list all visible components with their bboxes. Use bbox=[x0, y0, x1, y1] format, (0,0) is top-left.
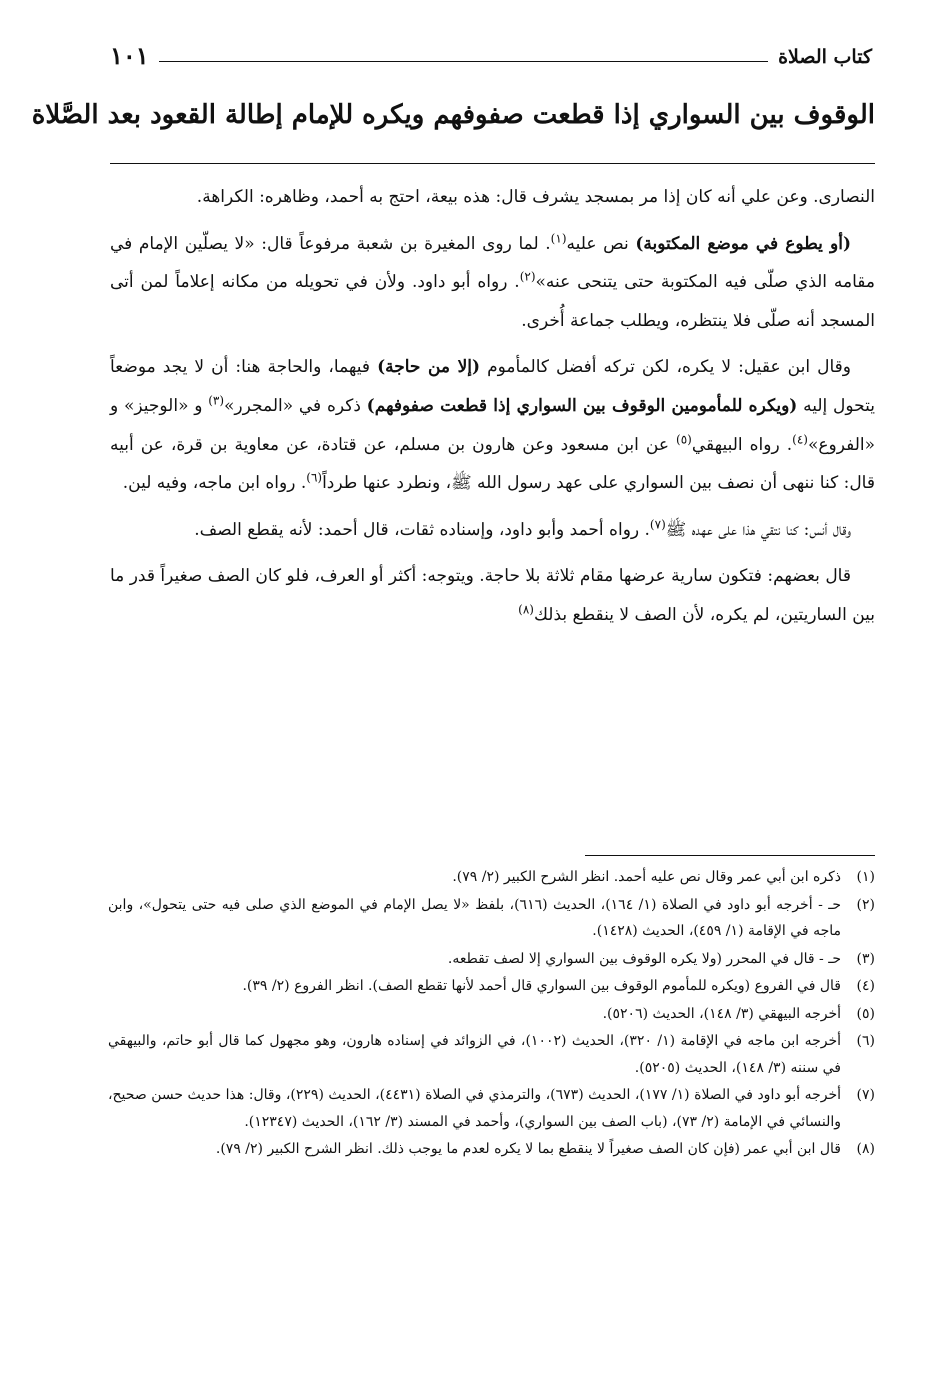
text-run: . رواه البيهقي bbox=[691, 434, 793, 455]
footnote-text: قال في الفروع (ويكره للمأموم الوقوف بين السواري قال أحمد لأنها تقطع الصف). انظر الفروع (٢/ ٣٩). bbox=[242, 978, 841, 994]
footnote bbox=[108, 1082, 875, 1135]
text-run: قال بعضهم: فتكون سارية عرضها مقام ثلاثة بلا حاجة. ويتوجه: أكثر أو العرف، فلو كان الصف صغيراً قدر ما بين الساريتين، لم يكره، لأن الصف لا ينقطع بذلك bbox=[110, 566, 875, 625]
footnote-text: أخرجه أبو داود في الصلاة (١/ ١٧٧)، الحديث (٦٧٣)، والترمذي في الصلاة (٤٤٣١)، الحديث (٢٢٩)، وقال: هذا حديث حسن صحيح، والنسائي في الإمامة (٢/ ٧٣)، (باب الصف بين السواري)، وأحمد في المسند (٣/ ١٦٢)، الحديث (١٢٣٤٧). bbox=[108, 1087, 842, 1130]
text-run: وقال ابن عقيل: لا يكره، لكن تركه أفضل كالمأموم bbox=[480, 357, 851, 378]
footnote-number: (٦) bbox=[856, 1033, 875, 1049]
footnote-text: أخرجه البيهقي (٣/ ١٤٨)، الحديث (٥٢٠٦). bbox=[602, 1005, 841, 1022]
bold-phrase: (ويكره للمأمومين الوقوف بين السواري إذا قطعت صفوفهم) bbox=[366, 395, 798, 416]
footnotes bbox=[108, 864, 875, 1164]
main-text bbox=[110, 178, 875, 643]
title-rule bbox=[110, 163, 875, 164]
text-run: فيهما، والحاجة هنا: أن لا يجد موضعاً يتحول إليه bbox=[110, 357, 875, 416]
footnote-separator bbox=[585, 855, 875, 856]
footnote-ref[interactable]: (٥) bbox=[676, 431, 692, 446]
footnote-number: (٢) bbox=[856, 896, 875, 913]
footnote bbox=[108, 1136, 875, 1163]
footnote-text: قال ابن أبي عمر (فإن كان الصف صغيراً لا ينقطع بما لا يكره لعدم ما يوجب ذلك. انظر الشرح الكبير (٢/ ٧٩). bbox=[215, 1141, 841, 1157]
text-run: ذكره في «المجرر» bbox=[224, 395, 367, 416]
text-run: . رواه ابن ماجه، وفيه لين. bbox=[122, 473, 307, 494]
text-run: عن ابن مسعود وعن هارون بن مسلم، عن قتادة، عن معاوية بن قرة، عن أبيه قال: كنا ننهى أن نصف بين السواري على عهد رسول الله ﷺ، ونطرد عنها طرداً bbox=[110, 434, 875, 494]
footnote bbox=[108, 892, 875, 945]
footnote-text: حـ - أخرجه أبو داود في الصلاة (١/ ١٦٤)، الحديث (٦١٦)، بلفظ «لا يصل الإمام في الموضع الذي صلى فيه حتى يتحول»، وابن ماجه في الإقامة (١/ ٤٥٩)، الحديث (١٤٢٨). bbox=[108, 896, 842, 939]
bold-phrase: (إلا من حاجة) bbox=[377, 357, 481, 378]
paragraph-4 bbox=[110, 511, 875, 550]
paragraph-1: النصارى. وعن علي أنه كان إذا مر بمسجد يشرف قال: هذه بيعة، احتج به أحمد، وظاهره: الكراهة. bbox=[196, 187, 875, 207]
footnote-text: حـ - قال في المحرر (ولا يكره الوقوف بين السواري إلا لصف تقطعه. bbox=[447, 950, 841, 967]
footnote-number: (٣) bbox=[856, 950, 875, 967]
footnote-ref[interactable]: (٤) bbox=[792, 431, 808, 446]
text-run: . رواه أبو داود. ولأن في تحويله من مكانه إعلاماً لمن أتى المسجد أنه صلّى فلا ينتظره، ويطلب جماعة أُخرى. bbox=[110, 272, 875, 331]
footnote-ref[interactable]: (٦) bbox=[306, 470, 323, 485]
section-title: الوقوف بين السواري إذا قطعت صفوفهم ويكره للإمام إطالة القعود بعد الصَّلاة bbox=[31, 100, 875, 130]
paragraph-2 bbox=[110, 225, 875, 341]
paragraph-5 bbox=[110, 557, 875, 634]
footnote-number: (٨) bbox=[856, 1141, 875, 1157]
text-run: . لما روى المغيرة بن شعبة مرفوعاً قال: «لا يصلّين الإمام في مقامه الذي صلّى فيه المكتوبة حتى يتنحى عنه» bbox=[110, 233, 875, 293]
footnote bbox=[108, 1028, 875, 1081]
footnote-number: (٤) bbox=[856, 978, 875, 994]
footnote bbox=[108, 946, 875, 973]
header-rule bbox=[159, 61, 768, 62]
footnote-ref[interactable]: (٨) bbox=[518, 602, 534, 617]
footnote-ref[interactable]: (٣) bbox=[208, 393, 225, 408]
footnote bbox=[108, 973, 875, 1000]
text-run: و «الوجيز» و «الفروع» bbox=[110, 395, 876, 455]
book-title: كتاب الصلاة bbox=[778, 46, 872, 68]
footnote-ref[interactable]: (١) bbox=[550, 230, 567, 245]
footnote-ref[interactable]: (٧) bbox=[649, 517, 666, 532]
footnote-number: (١) bbox=[856, 869, 875, 885]
footnote bbox=[108, 864, 875, 891]
footnote bbox=[108, 1001, 875, 1028]
paragraph-3 bbox=[110, 348, 875, 502]
page-number: ١٠١ bbox=[110, 41, 149, 70]
footnote-number: (٥) bbox=[856, 1005, 875, 1022]
running-header bbox=[110, 38, 872, 70]
footnote-ref[interactable]: (٢) bbox=[519, 269, 536, 284]
text-run: . رواه أحمد وأبو داود، وإسناده ثقات، قال أحمد: لأنه يقطع الصف. bbox=[194, 519, 650, 540]
text-run: وقال أنس: كنا نتقي هذا على عهده ﷺ bbox=[665, 519, 851, 540]
text-run: نص عليه bbox=[566, 233, 636, 254]
footnote-number: (٧) bbox=[856, 1087, 875, 1103]
footnote-text: أخرجه ابن ماجه في الإقامة (١/ ٣٢٠)، الحديث (١٠٠٢)، في الزوائد في إسناده هارون، وهو مجهول كما قال أبو حاتم، والبيهقي في سننه (٣/ ١٤٨)، الحديث (٥٢٠٥). bbox=[108, 1033, 841, 1076]
footnote-text: ذكره ابن أبي عمر وقال نص عليه أحمد. انظر الشرح الكبير (٢/ ٧٩). bbox=[452, 869, 841, 885]
bold-phrase: (أو يطوع في موضع المكتوبة) bbox=[635, 233, 851, 254]
